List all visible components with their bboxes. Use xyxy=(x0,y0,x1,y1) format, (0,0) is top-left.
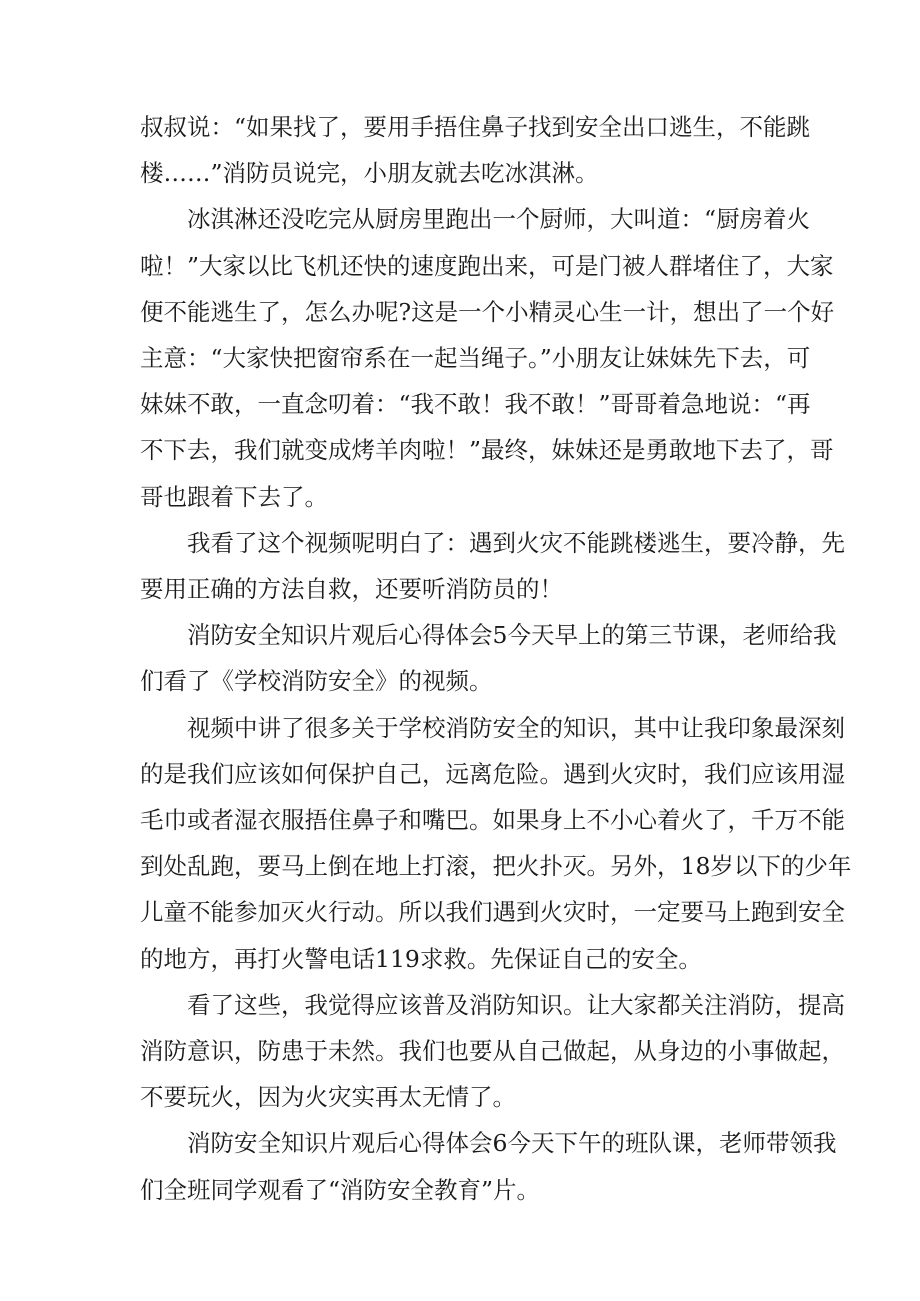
paragraph-6 xyxy=(140,982,845,1121)
text-line: 主意：“大家快把窗帘系在一起当绳子。”小朋友让妹妹先下去，可 xyxy=(140,344,811,373)
text-line: 不下去，我们就变成烤羊肉啦！”最终，妹妹还是勇敢地下去了，哥 xyxy=(140,436,834,465)
text-line: 哥也跟着下去了。 xyxy=(140,482,328,511)
text-line: 妹妹不敢，一直念叨着：“我不敢！我不敢！”哥哥着急地说：“再 xyxy=(140,390,811,419)
text-line: 们看了《学校消防安全》的视频。 xyxy=(140,667,493,696)
text-line: 视频中讲了很多关于学校消防安全的知识，其中让我印象最深刻 xyxy=(187,713,845,742)
text-line: 消防安全知识片观后心得体会6今天下午的班队课，老师带领我 xyxy=(187,1129,837,1158)
text-line: 啦！”大家以比飞机还快的速度跑出来，可是门被人群堵住了，大家 xyxy=(140,251,834,280)
paragraph-7 xyxy=(140,1120,837,1212)
text-line: 毛巾或者湿衣服捂住鼻子和嘴巴。如果身上不小心着火了，千万不能 xyxy=(140,806,845,835)
text-line: 的地方，再打火警电话119求救。先保证自己的安全。 xyxy=(140,944,702,973)
text-line: 到处乱跑，要马上倒在地上打滚，把火扑灭。另外，18岁以下的少年 xyxy=(140,852,852,881)
text-line: 冰淇淋还没吃完从厨房里跑出一个厨师，大叫道：“厨房着火 xyxy=(187,205,811,234)
text-line: 叔叔说：“如果找了，要用手捂住鼻子找到安全出口逃生，不能跳 xyxy=(140,113,811,141)
text-line: 我看了这个视频呢明白了：遇到火灾不能跳楼逃生，要冷静，先 xyxy=(187,528,845,557)
text-line: 看了这些，我觉得应该普及消防知识。让大家都关注消防，提高 xyxy=(187,990,845,1019)
text-line: 的是我们应该如何保护自己，远离危险。遇到火灾时，我们应该用湿 xyxy=(140,759,845,788)
paragraph-1 xyxy=(140,104,811,196)
text-line: 不要玩火，因为火灾实再太无情了。 xyxy=(140,1083,516,1112)
text-line: 消防安全知识片观后心得体会5今天早上的第三节课，老师给我 xyxy=(187,621,837,650)
text-line: 消防意识，防患于未然。我们也要从自己做起，从身边的小事做起， xyxy=(140,1037,845,1066)
text-line: 楼……”消防员说完，小朋友就去吃冰淇淋。 xyxy=(140,159,599,188)
paragraph-2 xyxy=(140,196,835,519)
paragraph-4 xyxy=(140,612,837,704)
text-line: 儿童不能参加灭火行动。所以我们遇到火灾时，一定要马上跑到安全 xyxy=(140,898,845,927)
text-line: 们全班同学观看了“消防安全教育”片。 xyxy=(140,1175,541,1204)
paragraph-5 xyxy=(140,705,852,982)
paragraph-3 xyxy=(140,520,845,612)
text-line: 便不能逃生了，怎么办呢?这是一个小精灵心生一计，想出了一个好 xyxy=(140,297,835,326)
text-line: 要用正确的方法自救，还要听消防员的！ xyxy=(140,575,563,604)
